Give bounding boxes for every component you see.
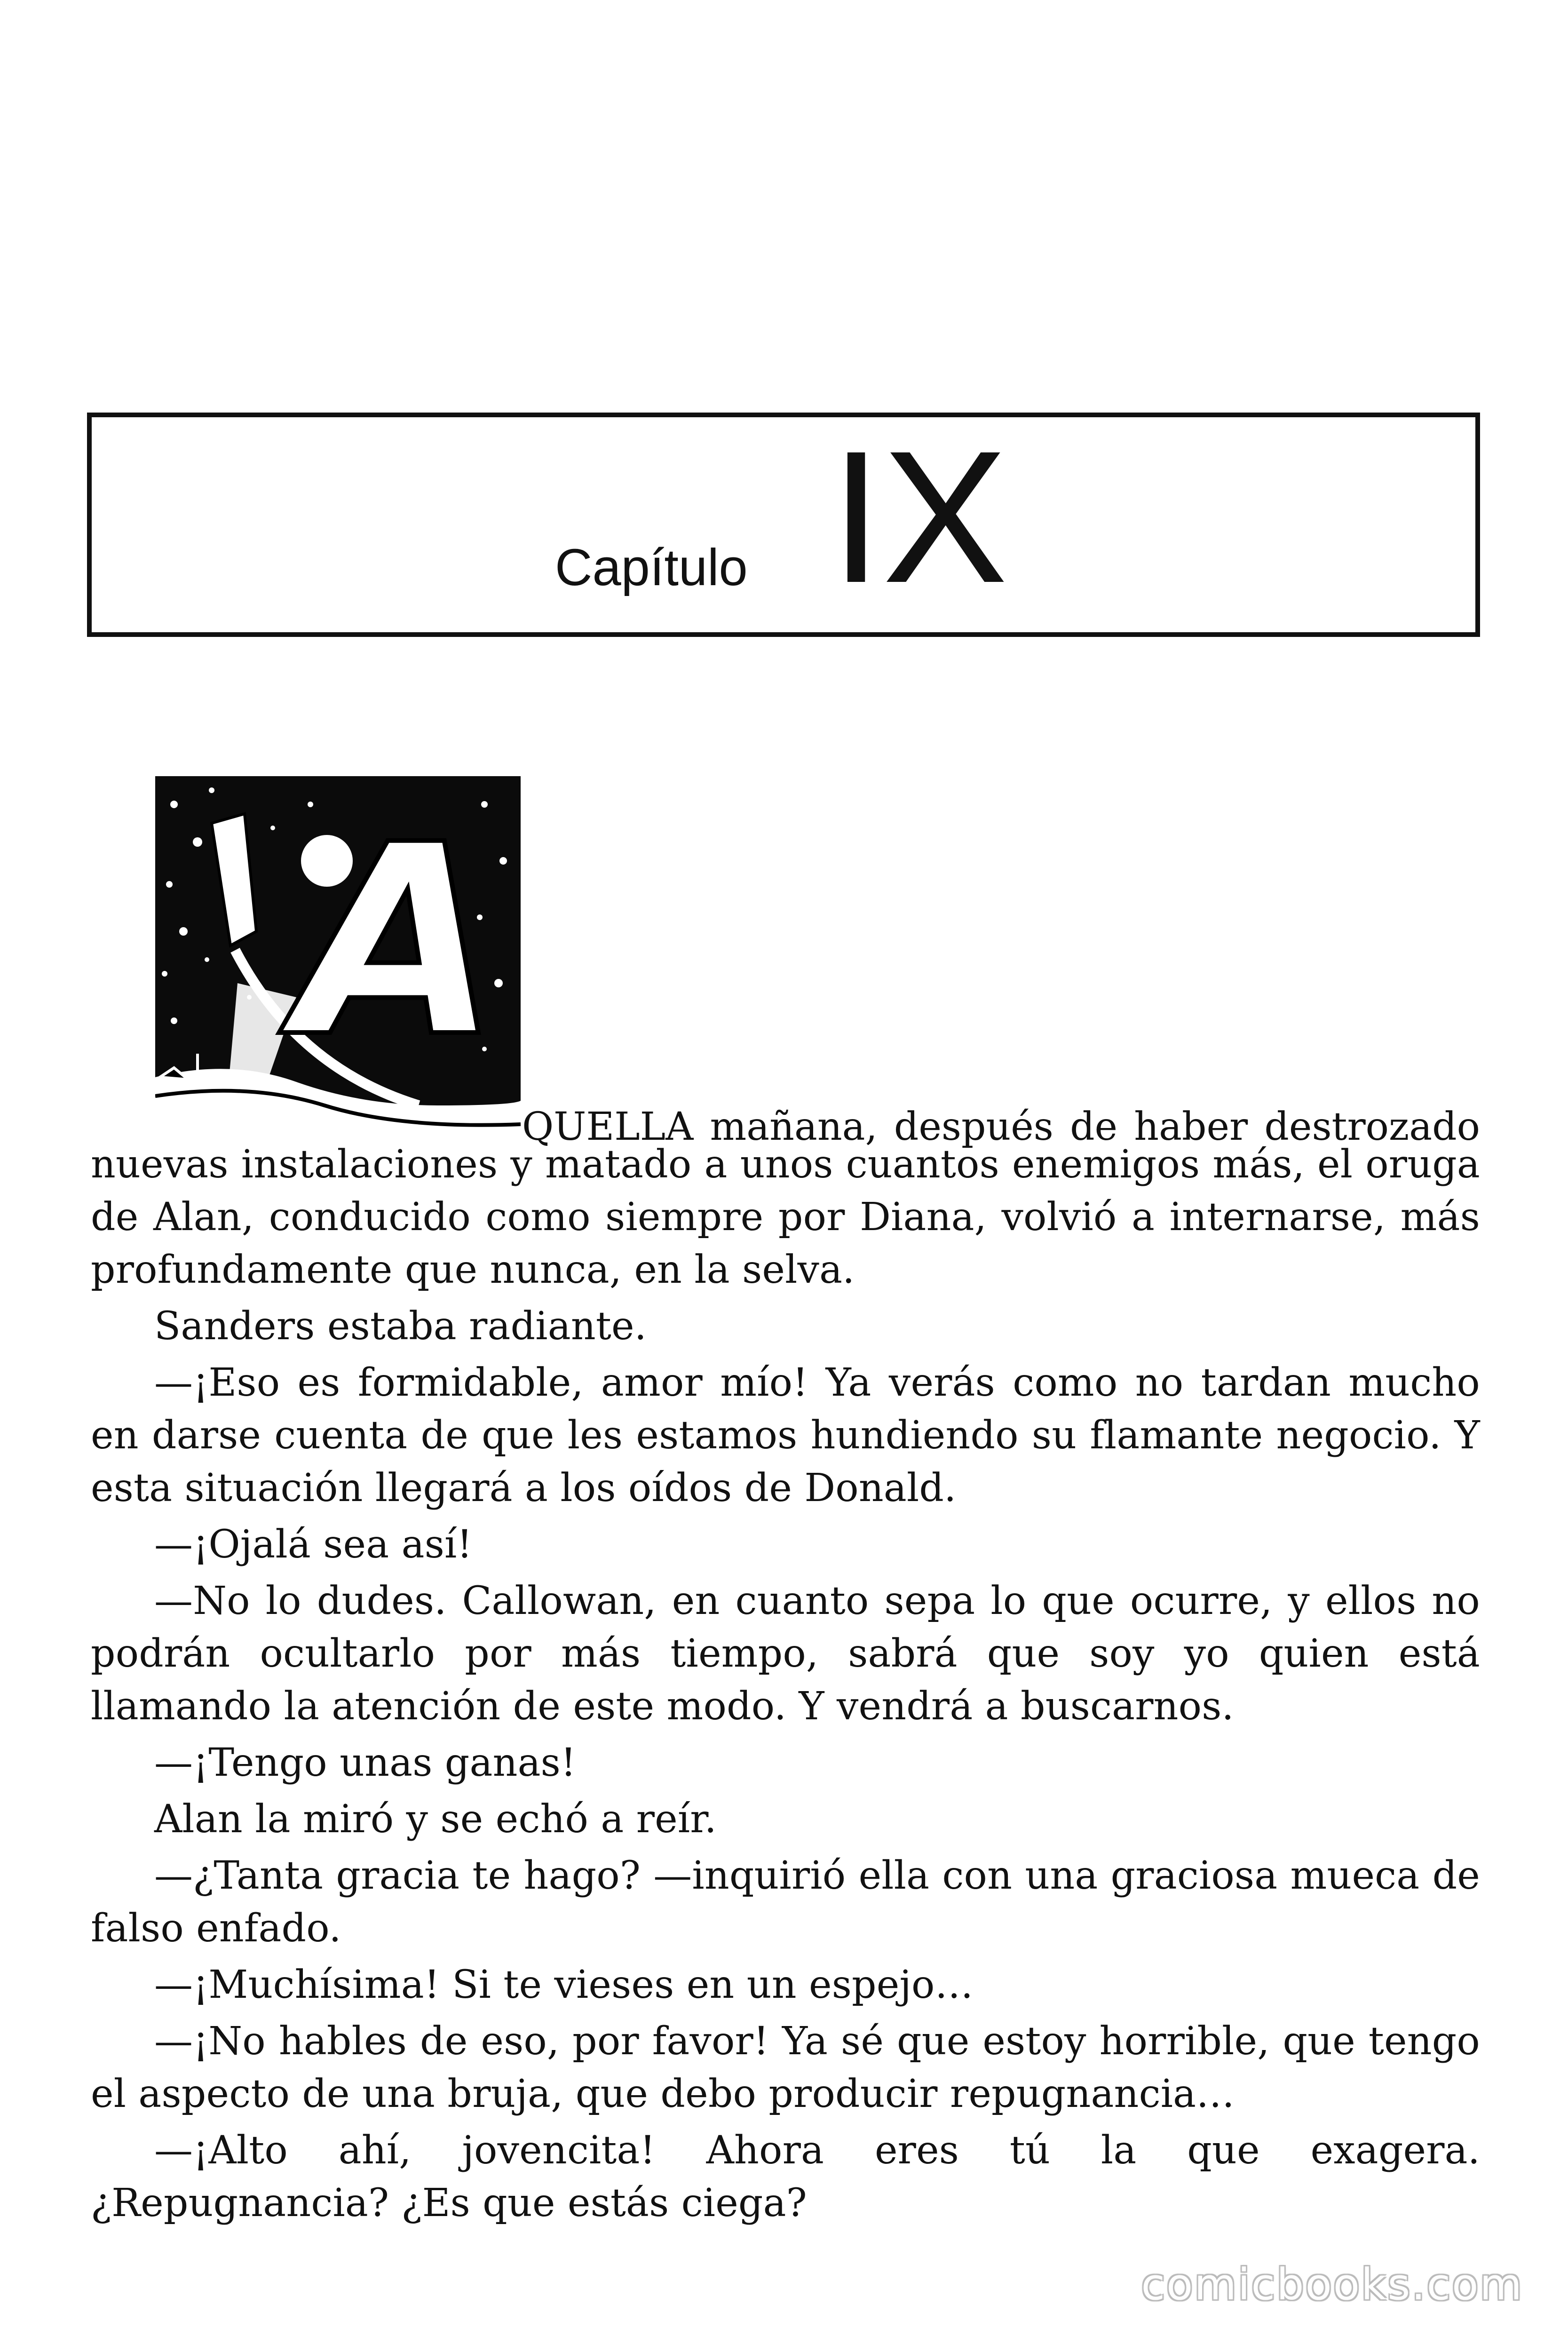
body-text [91, 1138, 1480, 2233]
drop-cap-illustration [155, 776, 521, 1141]
paragraph: —¡Eso es formidable, amor mío! Ya verás como no tardan mucho en darse cuenta de que les estamos hundiendo su flamante negocio. Y esta situación llegará a los oídos de Donald. [91, 1360, 1480, 1510]
paragraph: —¿Tanta gracia te hago? —inquirió ella con una graciosa mueca de falso enfado. [91, 1853, 1480, 1951]
chapter-number: IX [830, 412, 1008, 622]
paragraph: nuevas instalaciones y matado a unos cuantos enemigos más, el oruga de Alan, conducido como siempre por Diana, volvió a internarse, más profundamente que nunca, en la selva. [91, 1142, 1480, 1292]
first-line-text: QUELLA mañana, después de haber destrozado [522, 1104, 1480, 1149]
paragraph: —¡No hables de eso, por favor! Ya sé que estoy horrible, que tengo el aspecto de una bruja, que debo producir repugnancia… [91, 2019, 1480, 2116]
watermark: comicbooks.com [1141, 2259, 1523, 2310]
rocket-drop-cap-art [155, 776, 521, 1141]
drop-cap-letter: A [296, 788, 500, 1095]
chapter-heading-box [87, 413, 1480, 637]
paragraph: —¡Ojalá sea así! [154, 1522, 473, 1567]
chapter-word: Capítulo [555, 539, 748, 596]
paragraph: Alan la miró y se echó a reír. [154, 1797, 717, 1842]
paragraph: —¡Alto ahí, jovencita! Ahora eres tú la que exagera. ¿Repugnancia? ¿Es que estás ciega? [91, 2128, 1480, 2225]
paragraph: —No lo dudes. Callowan, en cuanto sepa lo que ocurre, y ellos no podrán ocultarlo por más tiempo, sabrá que soy yo quien está llamando la atención de este modo. Y vendrá a buscarnos. [91, 1579, 1480, 1729]
paragraph: —¡Tengo unas ganas! [154, 1740, 577, 1785]
paragraph: —¡Muchísima! Si te vieses en un espejo… [154, 1963, 974, 2007]
paragraph: Sanders estaba radiante. [154, 1304, 647, 1349]
